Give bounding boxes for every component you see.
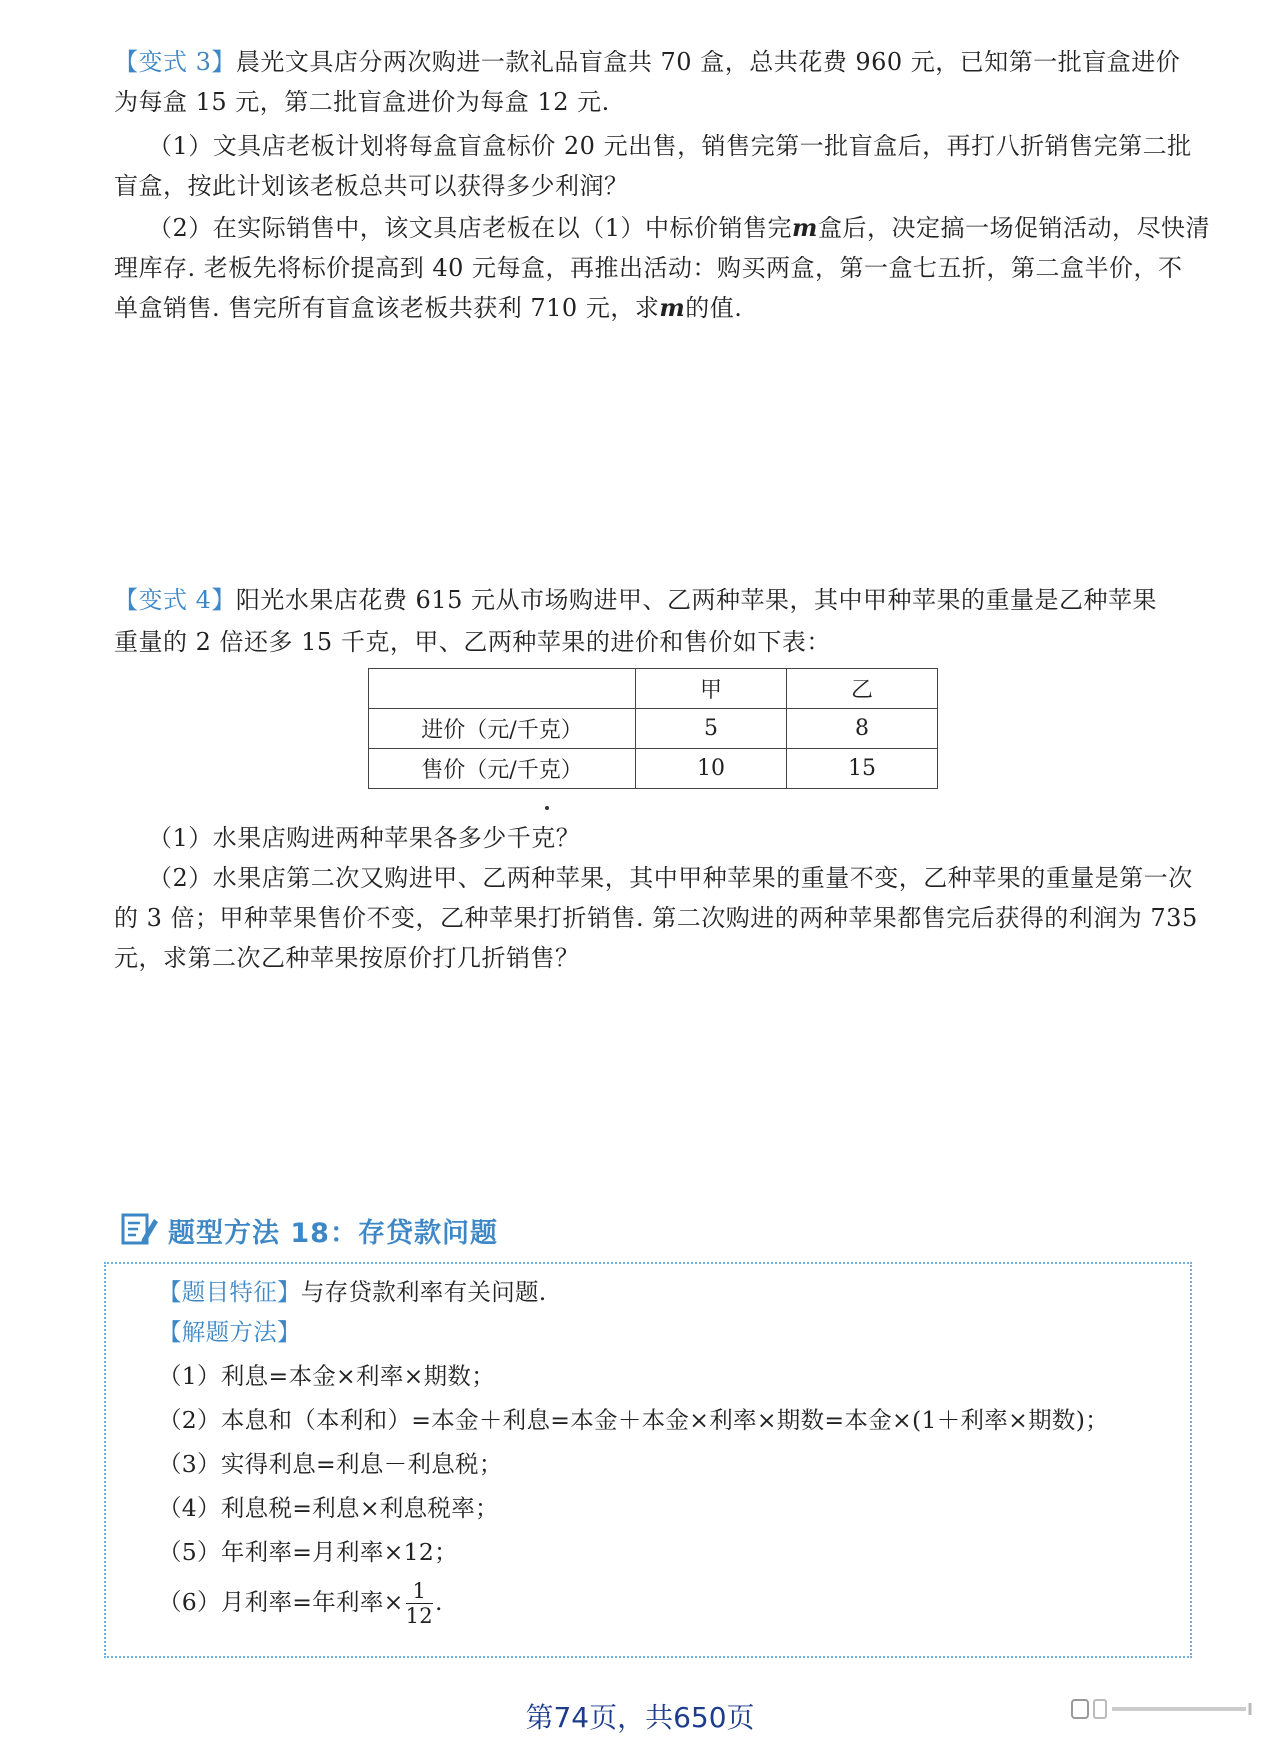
table-cell bbox=[369, 669, 636, 709]
variant3-q1-line2: 盲盒，按此计划该老板总共可以获得多少利润？ bbox=[114, 172, 629, 200]
method-item: （3）实得利息=利息－利息税； bbox=[158, 1450, 503, 1478]
table-cell: 售价（元/千克） bbox=[369, 749, 636, 789]
fraction-numerator: 1 bbox=[406, 1579, 433, 1604]
variant3-q1-line1: （1）文具店老板计划将每盒盲盒标价 20 元出售，销售完第一批盲盒后，再打八折销售完第二批 bbox=[148, 132, 1192, 160]
method-heading bbox=[120, 1208, 498, 1252]
fraction bbox=[406, 1579, 433, 1628]
stray-dot bbox=[545, 806, 549, 810]
variant4-line1 bbox=[114, 580, 1157, 620]
variant3-text1: 晨光文具店分两次购进一款礼品盲盒共 70 盒，总共花费 960 元，已知第一批盲盒进价 bbox=[235, 48, 1181, 76]
table-cell: 8 bbox=[787, 709, 938, 749]
table-cell: 15 bbox=[787, 749, 938, 789]
table-header-row bbox=[369, 669, 938, 709]
variant3-q2-text-c: 单盒销售. 售完所有盲盒该老板共获利 710 元，求 bbox=[114, 294, 660, 322]
variant4-tag: 【变式 4】 bbox=[114, 586, 236, 614]
table-cell: 5 bbox=[636, 709, 787, 749]
table-row bbox=[369, 749, 938, 789]
variant3-q2-line1 bbox=[148, 208, 1210, 248]
variant4-q1: （1）水果店购进两种苹果各多少千克？ bbox=[148, 824, 581, 852]
variant4-text1: 阳光水果店花费 615 元从市场购进甲、乙两种苹果，其中甲种苹果的重量是乙种苹果 bbox=[235, 586, 1157, 614]
variant3-q2-line3 bbox=[114, 288, 742, 328]
variant3-q2-line2: 理库存. 老板先将标价提高到 40 元每盒，再推出活动：购买两盒，第一盒七五折，第二盒半价，不 bbox=[114, 254, 1183, 282]
variable-m: m bbox=[659, 293, 686, 322]
method-title: 题型方法 18：存贷款问题 bbox=[168, 1217, 498, 1249]
table-cell: 10 bbox=[636, 749, 787, 789]
table-cell: 甲 bbox=[636, 669, 787, 709]
variant3-q2-text-d: 的值. bbox=[685, 294, 743, 322]
variable-m: m bbox=[792, 213, 818, 242]
method-item: （1）利息=本金×利率×期数； bbox=[158, 1362, 496, 1390]
notepad-pencil-icon bbox=[120, 1209, 160, 1251]
variant3-q2-text-b: 盒后，决定搞一场促销活动，尽快清 bbox=[817, 214, 1210, 242]
method-item: （4）利息税=利息×利息税率； bbox=[158, 1494, 499, 1522]
method-item6-end: . bbox=[434, 1588, 443, 1616]
method-item: （5）年利率=月利率×12； bbox=[158, 1538, 458, 1566]
variant3-q2-text-a: （2）在实际销售中，该文具店老板在以（1）中标价销售完 bbox=[148, 214, 793, 242]
variant4-q2-line3: 元，求第二次乙种苹果按原价打几折销售？ bbox=[114, 944, 580, 972]
fraction-denominator: 12 bbox=[405, 1604, 433, 1628]
table-cell: 乙 bbox=[787, 669, 938, 709]
method-item-6 bbox=[158, 1572, 443, 1632]
variant4-line2: 重量的 2 倍还多 15 千克，甲、乙两种苹果的进价和售价如下表： bbox=[114, 628, 831, 656]
table-row bbox=[369, 709, 938, 749]
page-number: 第74页，共650页 bbox=[525, 1701, 755, 1734]
table-cell: 进价（元/千克） bbox=[369, 709, 636, 749]
feature-text: 与存贷款利率有关问题. bbox=[300, 1278, 547, 1306]
method-item: （2）本息和（本利和）=本金＋利息=本金＋本金×利率×期数=本金×(1＋利率×期数)； bbox=[158, 1406, 1109, 1434]
variant4-q2-line2: 的 3 倍；甲种苹果售价不变，乙种苹果打折销售. 第二次购进的两种苹果都售完后获得的利润为 735 bbox=[114, 904, 1198, 932]
feature-line bbox=[158, 1272, 547, 1312]
method-tag: 【解题方法】 bbox=[158, 1318, 301, 1346]
variant4-q2-line1: （2）水果店第二次又购进甲、乙两种苹果，其中甲种苹果的重量不变，乙种苹果的重量是第一次 bbox=[148, 864, 1193, 892]
variant3-line1 bbox=[114, 42, 1180, 82]
variant3-tag: 【变式 3】 bbox=[114, 48, 236, 76]
method-item6-text: （6）月利率=年利率× bbox=[158, 1588, 404, 1616]
scroll-indicator-icon bbox=[1070, 1697, 1260, 1721]
feature-tag: 【题目特征】 bbox=[158, 1278, 301, 1306]
variant3-line2: 为每盒 15 元，第二批盲盒进价为每盒 12 元. bbox=[114, 88, 610, 116]
price-table bbox=[368, 668, 938, 789]
